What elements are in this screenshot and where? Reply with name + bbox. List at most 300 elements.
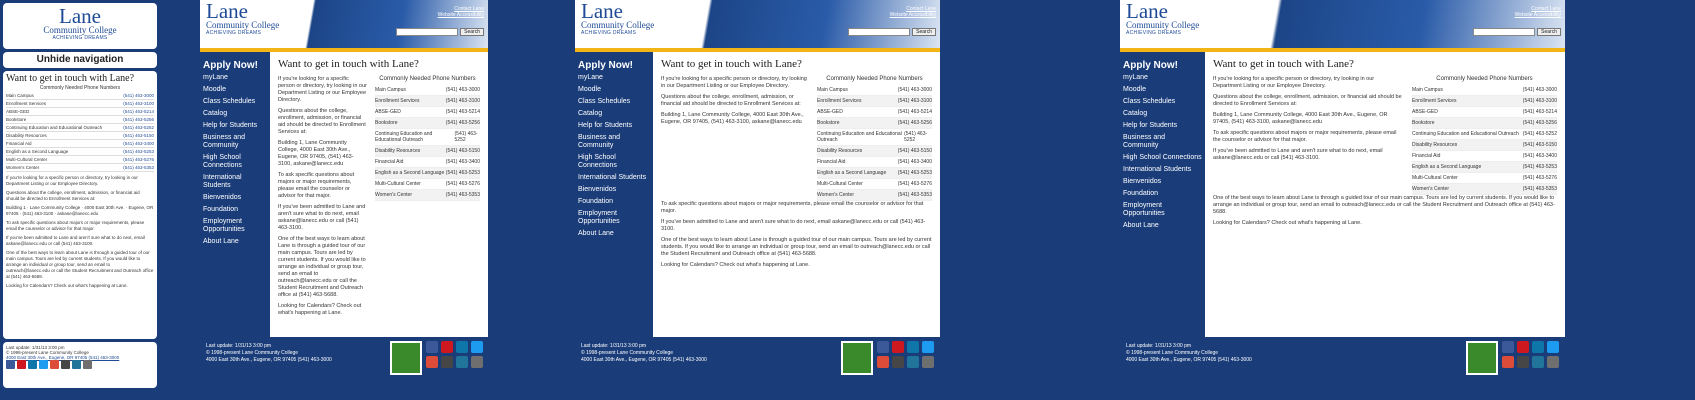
logo-subtitle: Community College <box>206 20 280 30</box>
search-bar <box>1473 28 1561 36</box>
phone-row <box>1412 162 1557 173</box>
phone-name: Continuing Education and Educational Outreach <box>6 125 103 130</box>
phone-name: English as a Second Language <box>817 170 887 176</box>
nav-item-class-schedules[interactable]: Class Schedules <box>203 98 256 105</box>
last-update: Last update: 1/31/13 3:00 pm <box>206 343 272 349</box>
phone-rows <box>375 85 480 201</box>
phone-number-link[interactable]: (541) 463-5276 <box>123 157 154 162</box>
nav-item-foundation[interactable]: Foundation <box>1123 190 1159 197</box>
phone-number: (541) 463-3400 <box>897 159 932 165</box>
address-link[interactable]: 4000 East 30th Ave., Eugene, OR 97405 (541) 463-3000 <box>6 355 120 360</box>
paragraph-tours: One of the best ways to learn about Lane is through a guided tour of our main campus. Tours are led by current students. If you would like to arrange an individual or group tour, send an email to outreach@lanecc.edu or call the Student Recruitment and Outreach office at (541) 463-5688. <box>661 237 932 257</box>
logo-subtitle: Community College <box>581 20 655 30</box>
phone-row <box>6 132 154 140</box>
paragraph-calendars: Looking for Calendars? Check out what's happening at Lane. <box>6 283 128 288</box>
nav-item-moodle[interactable]: Moodle <box>578 86 601 93</box>
phone-number: (541) 463-5150 <box>445 148 480 154</box>
page-title: Want to get in touch with Lane? <box>278 58 419 70</box>
wordpress-icon[interactable] <box>1532 356 1544 368</box>
paragraph-calendars: Looking for Calendars? Check out what's happening at Lane. <box>1213 220 1362 226</box>
desktop-view-widest <box>1120 0 1565 400</box>
phone-name: Enrollment Services <box>6 101 47 106</box>
copyright: © 1998-present Lane Community College <box>6 350 89 355</box>
search-input[interactable] <box>848 28 910 36</box>
rss-icon[interactable] <box>922 356 934 368</box>
paragraph-admitted: If you've been admitted to Lane and aren't sure what to do next, email askane@lanecc.edu or call (541) 463-3100. <box>6 235 145 246</box>
nav-item-moodle[interactable]: Moodle <box>1123 86 1146 93</box>
phone-rows <box>817 85 932 201</box>
youtube-icon[interactable] <box>17 360 26 369</box>
page-title: Want to get in touch with Lane? <box>6 73 135 84</box>
phone-number: (541) 463-5353 <box>445 192 480 198</box>
flickr-icon[interactable] <box>892 356 904 368</box>
home-link[interactable]: Home <box>276 330 289 335</box>
left-navigation <box>1120 52 1205 337</box>
nav-item-employment-opportunities[interactable]: Employment Opportunities <box>578 210 620 225</box>
nav-item-employment-opportunities[interactable]: Employment Opportunities <box>203 218 245 233</box>
paragraph-directory: If you're looking for a specific person or directory, try looking in our Department Listing or our Employee Directory. <box>661 76 807 89</box>
youtube-icon[interactable] <box>1517 341 1529 353</box>
phone-row <box>817 85 932 96</box>
phone-name: Bookstore <box>6 117 27 122</box>
site-footer <box>1120 337 1565 400</box>
nav-item-class-schedules[interactable]: Class Schedules <box>1123 98 1176 105</box>
address-line: 4000 East 30th Ave., Eugene, OR 97405 (541) 463-3000 <box>581 357 707 363</box>
phone-row <box>6 140 154 148</box>
address-line: 4000 East 30th Ave., Eugene, OR 97405 (541) 463-3000 <box>206 357 332 363</box>
phone-number: (541) 463-3000 <box>1522 87 1557 93</box>
phone-number: (541) 463-5353 <box>897 192 932 198</box>
nav-item-international-students[interactable]: International Students <box>578 174 647 181</box>
phone-name: Multi-Cultural Center <box>6 157 48 162</box>
site-header <box>1120 0 1565 48</box>
phone-row <box>6 164 154 172</box>
phone-row <box>1412 140 1557 151</box>
paragraph-calendars: Looking for Calendars? Check out what's happening at Lane. <box>278 303 362 316</box>
paragraph-questions: Questions about the college, enrollment, admission, or financial aid should be directed to Enrollment Services at: <box>1213 94 1402 107</box>
phone-number-link[interactable]: (541) 463-3000 <box>123 93 154 98</box>
phone-row <box>817 157 932 168</box>
flickr-icon[interactable] <box>1517 356 1529 368</box>
nav-item-about-lane[interactable]: About Lane <box>203 238 239 245</box>
nav-item-mylane[interactable]: myLane <box>578 74 603 81</box>
phone-row <box>817 118 932 129</box>
facebook-icon[interactable] <box>426 341 438 353</box>
phone-name: Disability Resources <box>375 148 421 154</box>
linkedin-icon[interactable] <box>1532 341 1544 353</box>
page-title: Want to get in touch with Lane? <box>661 58 802 70</box>
phone-name: English as a Second Language <box>375 170 445 176</box>
phone-name: Disability Resources <box>817 148 863 154</box>
header-links <box>438 6 484 18</box>
phone-row <box>1412 173 1557 184</box>
search-bar <box>396 28 484 36</box>
nav-item-business-and-community[interactable]: Business and Community <box>1123 134 1166 149</box>
nav-item-help-for-students[interactable]: Help for Students <box>578 122 633 129</box>
social-icons <box>1502 341 1559 368</box>
site-logo[interactable] <box>206 2 279 36</box>
nav-item-bienvenidos[interactable]: Bienvenidos <box>1123 178 1162 185</box>
site-footer <box>200 337 488 400</box>
paragraph-directory: If you're looking for a specific person or directory, try looking in our Department Listing or our Employee Directory. <box>1213 76 1375 89</box>
phone-number: (541) 463-3100 <box>897 98 932 104</box>
nav-item-international-students[interactable]: International Students <box>203 174 242 189</box>
phone-number-link[interactable]: (541) 463-3100 <box>123 101 154 106</box>
site-logo[interactable] <box>1126 2 1199 36</box>
last-update: Last update: 1/31/13 3:00 pm <box>1126 343 1192 349</box>
flickr-icon[interactable] <box>61 360 70 369</box>
phone-name: Disability Resources <box>6 133 47 138</box>
nav-item-catalog[interactable]: Catalog <box>1123 110 1148 117</box>
phone-row <box>1412 151 1557 162</box>
last-update: Last update: 1/31/13 3:00 pm <box>581 343 647 349</box>
nav-item-about-lane[interactable]: About Lane <box>1123 222 1159 229</box>
nav-item-high-school-connections[interactable]: High School Connections <box>1123 154 1202 161</box>
phone-name: Women's Center <box>817 192 854 198</box>
paragraph-admitted: If you've been admitted to Lane and aren't sure what to do next, email askane@lanecc.edu or call (541) 463-3100. <box>661 219 926 232</box>
wordpress-icon[interactable] <box>456 356 468 368</box>
paragraph-majors: To ask specific questions about majors or major requirements, please email the counselor or advisor for that major. <box>6 220 145 231</box>
linkedin-icon[interactable] <box>28 360 37 369</box>
search-button[interactable]: Search <box>460 28 484 36</box>
phone-name: ABSE-GED <box>6 109 30 114</box>
youtube-icon[interactable] <box>892 341 904 353</box>
logo-name: Lane <box>206 0 248 23</box>
phone-row <box>6 124 154 132</box>
paragraph-questions: Questions about the college, enrollment, admission, or financial aid should be directed to Enrollment Services at: <box>6 190 140 201</box>
nav-item-employment-opportunities[interactable]: Employment Opportunities <box>1123 202 1165 217</box>
nav-item-bienvenidos[interactable]: Bienvenidos <box>578 186 617 193</box>
paragraph-majors: To ask specific questions about majors or major requirements, please email the counselor or advisor for that major. <box>278 172 355 199</box>
phone-row <box>375 96 480 107</box>
phone-row <box>1412 107 1557 118</box>
phone-name: Enrollment Services <box>375 98 420 104</box>
phone-number-link[interactable]: (541) 463-5353 <box>123 165 154 170</box>
phone-name: Continuing Education and Educational Outreach <box>375 131 433 143</box>
phone-number: (541) 463-5256 <box>1522 120 1557 126</box>
nav-item-about-lane[interactable]: About Lane <box>578 230 614 237</box>
phone-row <box>375 129 480 146</box>
phone-name: Financial Aid <box>817 159 846 165</box>
content-area <box>270 52 488 337</box>
google-plus-icon[interactable] <box>426 356 438 368</box>
mobile-footer <box>3 342 157 388</box>
phone-name: Financial Aid <box>1412 153 1441 159</box>
phone-number: (541) 463-3400 <box>445 159 480 165</box>
phone-name: Women's Center <box>1412 186 1449 192</box>
paragraph-tours: One of the best ways to learn about Lane is through a guided tour of our main campus. Tours are led by current students. If you would like to arrange an individual or group tour, send an email to outreach@lanecc.edu or call the Student Recruitment and Outreach office at (541) 463-5688. <box>278 236 366 298</box>
phone-row <box>6 116 154 124</box>
logo-tagline: ACHIEVING DREAMS <box>206 30 262 36</box>
phone-row <box>375 179 480 190</box>
logo-name: Lane <box>581 0 623 23</box>
phone-name: ABSE-GED <box>1412 109 1438 115</box>
nav-item-business-and-community[interactable]: Business and Community <box>203 134 246 149</box>
phone-row <box>375 168 480 179</box>
phone-name: Main Campus <box>375 87 406 93</box>
phone-name: Enrollment Services <box>817 98 862 104</box>
content-area <box>1205 52 1565 337</box>
phone-name: ABSE-GED <box>817 109 843 115</box>
phone-number-link[interactable]: (541) 463-5252 <box>123 125 154 130</box>
home-link[interactable]: Home <box>659 330 672 335</box>
phone-number: (541) 463-5276 <box>1522 175 1557 181</box>
copyright: © 1998-present Lane Community College <box>581 350 674 356</box>
phone-table <box>817 76 932 201</box>
paragraph-questions: Questions about the college, enrollment, admission, or financial aid should be directed to Enrollment Services at: <box>278 108 366 135</box>
phone-number: (541) 463-3000 <box>445 87 480 93</box>
linkedin-icon[interactable] <box>456 341 468 353</box>
facebook-icon[interactable] <box>877 341 889 353</box>
enrollment-address: Building 1, Lane Community College, 4000 East 30th Ave., Eugene, OR 97405, (541) 463-3100, askane@lanecc.edu <box>661 112 804 125</box>
phone-name: Women's Center <box>375 192 412 198</box>
phone-number-link[interactable]: (541) 463-5256 <box>123 117 154 122</box>
twitter-icon[interactable] <box>471 341 483 353</box>
logo-name: Lane <box>1126 0 1168 23</box>
site-logo[interactable] <box>581 2 654 36</box>
phone-number: (541) 463-5253 <box>1522 164 1557 170</box>
phone-table-heading: Commonly Needed Phone Numbers <box>1436 76 1533 82</box>
accessibility-link[interactable]: Website Accessibility <box>437 12 484 18</box>
phone-number: (541) 463-5214 <box>1522 109 1557 115</box>
phone-row <box>817 190 932 201</box>
logo-subtitle: Community College <box>43 25 117 35</box>
phone-number: (541) 463-5353 <box>1522 186 1557 192</box>
wordpress-icon[interactable] <box>72 360 81 369</box>
phone-row <box>375 146 480 157</box>
phone-row <box>817 168 932 179</box>
phone-list <box>6 92 154 172</box>
phone-number: (541) 463-5276 <box>445 181 480 187</box>
nav-item-high-school-connections[interactable]: High School Connections <box>578 154 617 169</box>
left-navigation <box>200 52 270 337</box>
nav-item-international-students[interactable]: International Students <box>1123 166 1192 173</box>
rss-icon[interactable] <box>83 360 92 369</box>
paragraph-directory: If you're looking for a specific person or directory, try looking in our Department Listing or our Employee Directory. <box>6 175 138 186</box>
phone-name: English as a Second Language <box>6 149 69 154</box>
phone-row <box>1412 96 1557 107</box>
phone-row <box>375 190 480 201</box>
phone-name: ABSE-GED <box>375 109 401 115</box>
nav-item-catalog[interactable]: Catalog <box>578 110 603 117</box>
phone-table <box>375 76 480 321</box>
nav-item-help-for-students[interactable]: Help for Students <box>203 122 258 129</box>
social-icons <box>877 341 934 368</box>
last-update: Last update: 1/31/13 3:00 pm <box>6 345 65 350</box>
contact-lane-link[interactable]: Contact Lane <box>906 6 936 12</box>
nav-item-catalog[interactable]: Catalog <box>203 110 228 117</box>
phone-name: Multi-Cultural Center <box>375 181 421 187</box>
phone-number: (541) 463-3100 <box>445 98 480 104</box>
nav-item-high-school-connections[interactable]: High School Connections <box>203 154 242 169</box>
google-plus-icon[interactable] <box>877 356 889 368</box>
phone-number: (541) 463-5150 <box>897 148 932 154</box>
phone-row <box>375 85 480 96</box>
phone-table-heading: Commonly Needed Phone Numbers <box>826 76 923 82</box>
phone-row <box>817 96 932 107</box>
mascot-image <box>1466 341 1498 375</box>
phone-number-link[interactable]: (541) 463-5150 <box>123 133 154 138</box>
logo-tagline: ACHIEVING DREAMS <box>581 30 637 36</box>
phone-row <box>817 107 932 118</box>
phone-name: Main Campus <box>6 93 34 98</box>
unhide-navigation-button[interactable]: Unhide navigation <box>3 52 157 68</box>
search-button[interactable]: Search <box>912 28 936 36</box>
content-area <box>653 52 940 337</box>
paragraph-majors: To ask specific questions about majors or major requirements, please email the counselor or advisor for that major. <box>1213 130 1397 143</box>
address-line: 4000 East 30th Ave., Eugene, OR 97405 (541) 463-3000 <box>1126 357 1252 363</box>
phone-number-link[interactable]: (541) 463-5214 <box>123 109 154 114</box>
nav-item-foundation[interactable]: Foundation <box>203 206 239 213</box>
phone-row <box>817 179 932 190</box>
search-button[interactable]: Search <box>1537 28 1561 36</box>
phone-row <box>1412 129 1557 140</box>
linkedin-icon[interactable] <box>907 341 919 353</box>
phone-name: Disability Resources <box>1412 142 1458 148</box>
desktop-view-wide <box>575 0 940 400</box>
phone-row <box>375 118 480 129</box>
logo-name: Lane <box>59 4 101 28</box>
phone-name: Multi-Cultural Center <box>817 181 863 187</box>
logo-tagline: ACHIEVING DREAMS <box>52 35 108 41</box>
main-area <box>1120 52 1565 337</box>
phone-number: (541) 463-5256 <box>897 120 932 126</box>
facebook-icon[interactable] <box>1502 341 1514 353</box>
search-input[interactable] <box>396 28 458 36</box>
phone-name: Financial Aid <box>375 159 404 165</box>
phone-number: (541) 463-5150 <box>1522 142 1557 148</box>
phone-number-link[interactable]: (541) 463-3400 <box>123 141 154 146</box>
phone-name: Enrollment Services <box>1412 98 1457 104</box>
phone-row <box>6 100 154 108</box>
contact-lane-link[interactable]: Contact Lane <box>454 6 484 12</box>
phone-row <box>1412 118 1557 129</box>
accessibility-link[interactable]: Website Accessibility <box>1514 12 1561 18</box>
phone-name: English as a Second Language <box>1412 164 1482 170</box>
nav-item-apply-now[interactable]: Apply Now! <box>1123 60 1178 71</box>
phone-number: (541) 463-3000 <box>897 87 932 93</box>
phone-number: (541) 463-5214 <box>445 109 480 115</box>
google-plus-icon[interactable] <box>1502 356 1514 368</box>
paragraph-tours: One of the best ways to learn about Lane is through a guided tour of our main campus. Tours are led by current students. If you would like to arrange an individual or group tour, send an email to outreach@lanecc.edu or call the Student Recruitment and Outreach office at (541) 463-5688. <box>6 250 154 279</box>
phone-name: Multi-Cultural Center <box>1412 175 1458 181</box>
copyright: © 1998-present Lane Community College <box>1126 350 1219 356</box>
main-area <box>200 52 488 337</box>
header-links <box>1515 6 1561 18</box>
mobile-content <box>3 71 157 339</box>
phone-name: Main Campus <box>817 87 848 93</box>
phone-number: (541) 463-3400 <box>1522 153 1557 159</box>
phone-table-heading: Commonly Needed Phone Numbers <box>379 76 476 82</box>
phone-name: Bookstore <box>1412 120 1435 126</box>
nav-item-apply-now[interactable]: Apply Now! <box>203 60 258 71</box>
paragraph-calendars: Looking for Calendars? Check out what's happening at Lane. <box>661 262 810 268</box>
mobile-logo[interactable] <box>3 3 157 49</box>
enrollment-address: Building 1 · Lane Community College · 4000 East 30th Ave. · Eugene, OR 97405 · (541) 463-3100 · askane@lanecc.edu <box>6 205 154 216</box>
header-links <box>890 6 936 18</box>
mascot-image <box>841 341 873 375</box>
phone-number: (541) 463-5214 <box>897 109 932 115</box>
nav-item-moodle[interactable]: Moodle <box>203 86 226 93</box>
phone-row <box>6 108 154 116</box>
phone-number: (541) 463-5253 <box>445 170 480 176</box>
phone-table <box>1412 76 1557 195</box>
social-icons <box>6 360 154 370</box>
nav-item-mylane[interactable]: myLane <box>203 74 228 81</box>
paragraph-admitted: If you've been admitted to Lane and aren't sure what to do next, email askane@lanecc.edu or call (541) 463-3100. <box>278 204 366 231</box>
nav-item-bienvenidos[interactable]: Bienvenidos <box>203 194 242 201</box>
phone-name: Continuing Education and Educational Outreach <box>1412 131 1519 137</box>
mobile-view <box>0 0 160 400</box>
site-footer <box>575 337 940 400</box>
phone-number: (541) 463-5252 <box>1522 131 1557 137</box>
paragraph-tours: One of the best ways to learn about Lane is through a guided tour of our main campus. Tours are led by current students. If you would like to arrange an individual or group tour, send an email to outreach@lanecc.edu or call the Student Recruitment and Outreach office at (541) 463-5688. <box>1213 195 1555 215</box>
twitter-icon[interactable] <box>922 341 934 353</box>
rss-icon[interactable] <box>1547 356 1559 368</box>
phone-row <box>1412 85 1557 96</box>
mascot-image <box>390 341 422 375</box>
accessibility-link[interactable]: Website Accessibility <box>889 12 936 18</box>
nav-item-help-for-students[interactable]: Help for Students <box>1123 122 1178 129</box>
facebook-icon[interactable] <box>6 360 15 369</box>
site-header <box>575 0 940 48</box>
phone-number: (541) 463-5253 <box>897 170 932 176</box>
phone-row <box>6 92 154 100</box>
contact-lane-link[interactable]: Contact Lane <box>1531 6 1561 12</box>
desktop-view-narrow <box>200 0 488 400</box>
nav-item-mylane[interactable]: myLane <box>1123 74 1148 81</box>
phone-row <box>375 107 480 118</box>
site-header <box>200 0 488 48</box>
phone-name: Financial Aid <box>6 141 32 146</box>
phone-name: Women's Center <box>6 165 40 170</box>
nav-item-business-and-community[interactable]: Business and Community <box>578 134 621 149</box>
left-navigation <box>575 52 653 337</box>
paragraph-directory: If you're looking for a specific person or directory, try looking in our Department Listing or our Employee Directory. <box>278 76 367 103</box>
phone-name: Main Campus <box>1412 87 1443 93</box>
phone-name: Continuing Education and Educational Outreach <box>817 131 902 143</box>
nav-item-foundation[interactable]: Foundation <box>578 198 614 205</box>
nav-item-class-schedules[interactable]: Class Schedules <box>578 98 631 105</box>
nav-item-apply-now[interactable]: Apply Now! <box>578 60 633 71</box>
phone-name: Bookstore <box>817 120 840 126</box>
phone-row <box>1412 184 1557 195</box>
main-area <box>575 52 940 337</box>
phone-number-link[interactable]: (541) 463-5253 <box>123 149 154 154</box>
wordpress-icon[interactable] <box>907 356 919 368</box>
phone-number: (541) 463-5256 <box>445 120 480 126</box>
enrollment-address: Building 1, Lane Community College, 4000 East 30th Ave., Eugene, OR 97405, (541) 463-3100, askane@lanecc.edu <box>278 140 354 167</box>
search-input[interactable] <box>1473 28 1535 36</box>
home-link[interactable]: Home <box>1211 330 1224 335</box>
enrollment-address: Building 1, Lane Community College, 4000 East 30th Ave., Eugene, OR 97405, (541) 463-3100, askane@lanecc.edu <box>1213 112 1388 125</box>
google-plus-icon[interactable] <box>50 360 59 369</box>
phone-number: (541) 463-5252 <box>454 131 478 143</box>
phone-name: Bookstore <box>375 120 398 126</box>
youtube-icon[interactable] <box>441 341 453 353</box>
phone-row <box>6 148 154 156</box>
twitter-icon[interactable] <box>39 360 48 369</box>
phone-number: (541) 463-5252 <box>904 131 928 143</box>
twitter-icon[interactable] <box>1547 341 1559 353</box>
copyright: © 1998-present Lane Community College <box>206 350 299 356</box>
logo-tagline: ACHIEVING DREAMS <box>1126 30 1182 36</box>
rss-icon[interactable] <box>471 356 483 368</box>
flickr-icon[interactable] <box>441 356 453 368</box>
paragraph-majors: To ask specific questions about majors or major requirements, please email the counselor or advisor for that major. <box>661 201 924 214</box>
phone-number: (541) 463-5276 <box>897 181 932 187</box>
logo-subtitle: Community College <box>1126 20 1200 30</box>
